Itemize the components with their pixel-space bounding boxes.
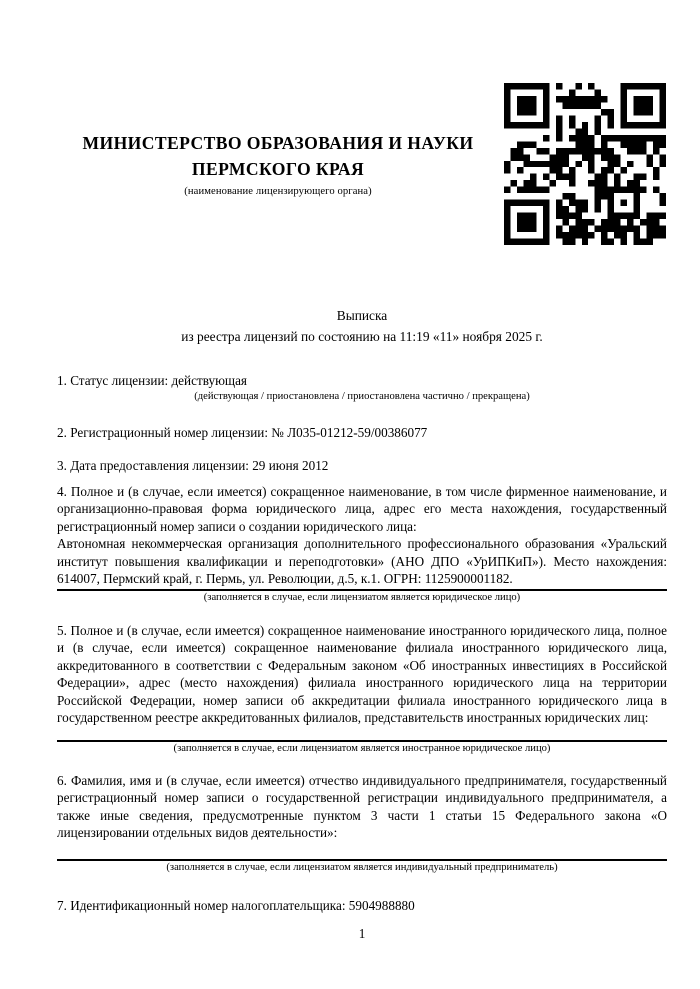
document-title <box>57 305 667 347</box>
page-number: 1 <box>358 926 366 941</box>
item-individual-entrepreneur-info: 6. Фамилия, имя и (в случае, если имеется) отчество индивидуального предпринимателя, государственный регистрационный номер записи о государственной регистрации индивидуального предпринимателя, а также иные сведения, предусмотренные пунктом 3 части 1 статьи 15 Федерального закона «О лицензировании отдельных видов деятельности»: <box>57 772 667 840</box>
item-legal-entity-info: 4. Полное и (в случае, если имеется) сокращенное наименование, в том числе фирменное наименование, и организационно-правовая форма юридического лица, адрес его места нахождения, государственный регистрационный номер записи о создании юридического лица: <box>57 483 667 534</box>
licensing-authority-name <box>53 130 503 182</box>
caption-foreign-entity: (заполняется в случае, если лицензиатом является иностранное юридическое лицо) <box>173 742 551 754</box>
document-body <box>57 372 667 914</box>
item-grant-date: 3. Дата предоставления лицензии: 29 июня 2012 <box>57 458 329 473</box>
ministry-name-line2: ПЕРМСКОГО КРАЯ <box>191 159 365 179</box>
item-taxpayer-number: 7. Идентификационный номер налогоплательщика: 5904988880 <box>57 897 415 913</box>
licensing-authority-header <box>53 130 503 198</box>
qr-code-icon <box>504 83 666 245</box>
caption-status-options: (действующая / приостановлена / приостановлена частично / прекращена) <box>194 390 530 402</box>
licensing-authority-caption: (наименование лицензирующего органа) <box>184 186 372 197</box>
item-foreign-entity-info: 5. Полное и (в случае, если имеется) сокращенное наименование иностранного юридического лица, полное и (в случае, если имеется) сокращенное наименование филиала иностранного юридического лица, аккредитованного в соответствии с Федеральным законом «Об иностранных инвестициях в Российской Федерации», адрес (место нахождения) филиала иностранного юридического лица на территории Российской Федерации, номер записи об аккредитации филиала иностранного юридического лица в государственном реестре аккредитованных филиалов, представительств иностранных юридических лиц: <box>57 622 667 725</box>
ministry-name-line1: МИНИСТЕРСТВО ОБРАЗОВАНИЯ И НАУКИ <box>82 133 474 153</box>
item-legal-entity-value: Автономная некоммерческая организация дополнительного профессионального образования «Уральский институт повышения квалификации и переподготовки» (АНО ДПО «УрИПКиП»). Место нахождения: 614007, Пермский край, г. Пермь, ул. Революции, д.5, к.1. ОГРН: 1125900001182. <box>57 536 667 586</box>
item-registration-number: 2. Регистрационный номер лицензии: № Л035-01212-59/00386077 <box>57 424 428 440</box>
caption-legal-entity: (заполняется в случае, если лицензиатом является юридическое лицо) <box>203 591 521 603</box>
document-title-line1: Выписка <box>336 308 388 323</box>
item-license-status: 1. Статус лицензии: действующая <box>57 373 248 388</box>
document-title-line2: из реестра лицензий по состоянию на 11:19 «11» ноября 2025 г. <box>181 329 543 344</box>
caption-individual-entrepreneur: (заполняется в случае, если лицензиатом является индивидуальный предприниматель) <box>166 861 558 873</box>
